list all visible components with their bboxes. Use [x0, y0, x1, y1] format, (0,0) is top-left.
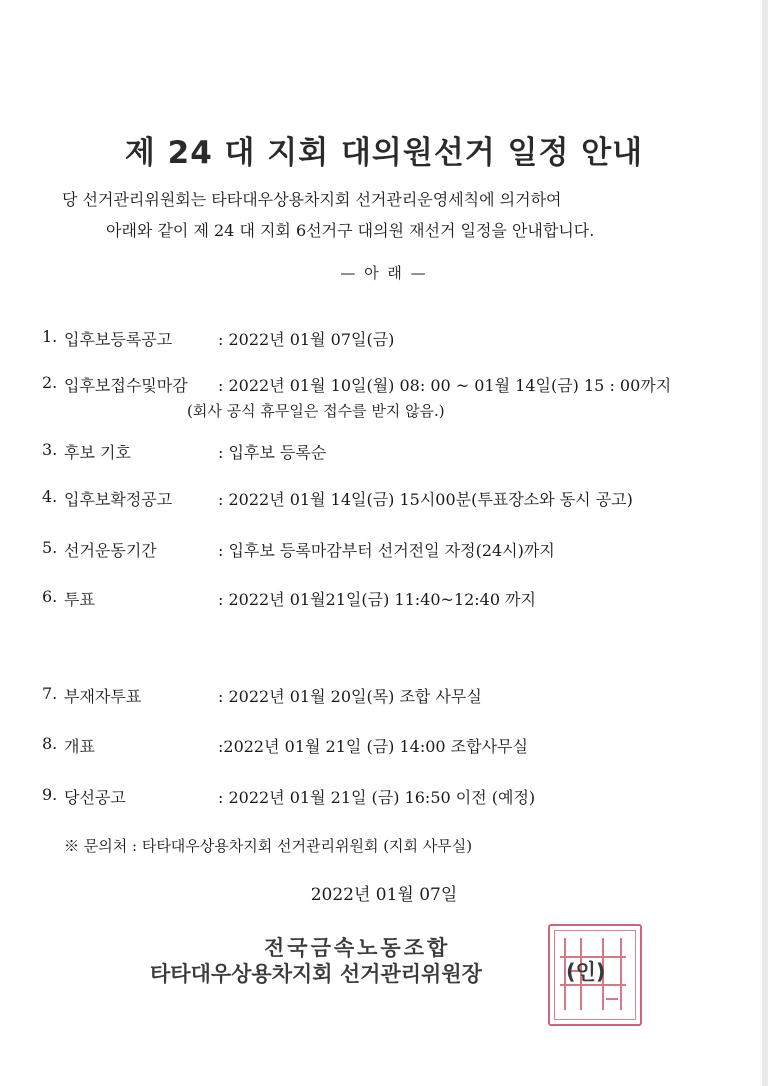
item-note: (회사 공식 휴무일은 접수를 받지 않음.): [187, 402, 445, 420]
item-value: : 2022년 01월21일(금) 11:40~12:40 까지: [218, 590, 537, 609]
item-value: : 2022년 01월 10일(월) 08: 00 ~ 01월 14일(금) 15 : 00까지: [218, 376, 672, 395]
item-label: 입후보접수및마감: [64, 376, 188, 395]
committee-chair: 타타대우상용차지회 선거관리위원장: [150, 962, 482, 986]
item-label: 개표: [64, 737, 95, 756]
item-number: 7.: [42, 684, 58, 703]
seal-label: (인): [566, 960, 606, 984]
item-number: 3.: [42, 440, 58, 459]
item-value: :2022년 01월 21일 (금) 14:00 조합사무실: [218, 737, 528, 756]
intro-line-2: 아래와 같이 제 24 대 지회 6선거구 대의원 재선거 일정을 안내합니다.: [106, 221, 595, 240]
seal-stroke: [620, 938, 622, 1010]
item-value: : 입후보 등록순: [218, 443, 327, 462]
intro-line-1: 당 선거관리위원회는 타타대우상용차지회 선거관리운영세칙에 의거하여: [62, 190, 562, 209]
item-label: 후보 기호: [64, 443, 131, 462]
document-title: 제 24 대 지회 대의원선거 일정 안내: [124, 135, 644, 171]
item-number: 4.: [42, 487, 58, 506]
seal-stroke: [606, 998, 618, 1000]
item-label: 투표: [64, 590, 95, 609]
item-number: 1.: [42, 327, 58, 346]
item-label: 당선공고: [64, 788, 126, 807]
item-number: 5.: [42, 538, 58, 557]
item-value: : 2022년 01월 21일 (금) 16:50 이전 (예정): [218, 788, 536, 807]
item-value: : 2022년 01월 14일(금) 15시00분(투표장소와 동시 공고): [218, 490, 633, 509]
inquiry-note: ※ 문의처 : 타타대우상용차지회 선거관리위원회 (지회 사무실): [64, 837, 473, 855]
item-label: 입후보등록공고: [64, 330, 173, 349]
item-label: 부재자투표: [64, 687, 142, 706]
item-number: 6.: [42, 587, 58, 606]
item-value: : 입후보 등록마감부터 선거전일 자정(24시)까지: [218, 541, 555, 560]
item-label: 선거운동기간: [64, 541, 157, 560]
item-value: : 2022년 01월 20일(목) 조합 사무실: [218, 687, 482, 706]
item-number: 8.: [42, 734, 58, 753]
item-number: 9.: [42, 785, 58, 804]
issue-date: 2022년 01월 07일: [310, 885, 458, 905]
union-name: 전국금속노동조합: [264, 936, 451, 960]
item-label: 입후보확정공고: [64, 490, 173, 509]
item-number: 2.: [42, 373, 58, 392]
item-value: : 2022년 01월 07일(금): [218, 330, 395, 349]
subheading: — 아 래 —: [340, 264, 428, 282]
